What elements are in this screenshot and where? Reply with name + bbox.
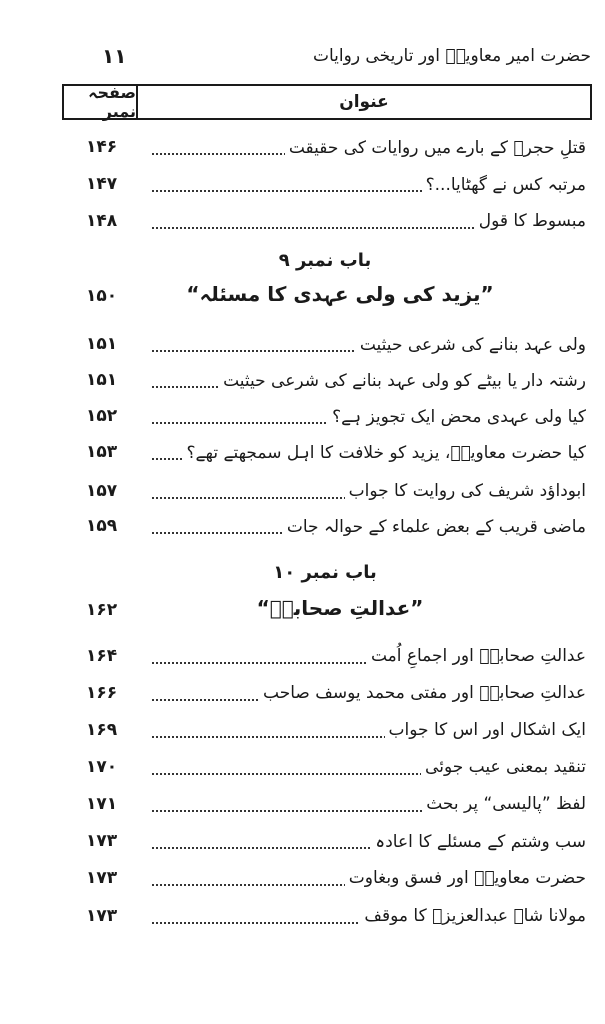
entry-title: مبسوط کا قول [475, 211, 586, 231]
toc-entry [62, 827, 588, 857]
page-column-header: صفحہ نمبر [64, 86, 138, 118]
toc-entry [62, 716, 588, 746]
entry-page: ۱۵۳ [86, 442, 118, 462]
entry-title: عدالتِ صحابہؓ اور اجماعِ اُمت [367, 646, 586, 666]
toc-entry [62, 330, 588, 360]
toc-entry [62, 642, 588, 672]
toc-entry [62, 864, 588, 894]
toc-entry [62, 753, 588, 783]
entry-title: رشتہ دار یا بیٹے کو ولی عہد بنانے کی شرعی حیثیت [219, 370, 586, 391]
entry-page: ۱۵۷ [86, 481, 118, 501]
toc-entry [62, 170, 588, 200]
toc-entry [62, 366, 588, 396]
entry-page: ۱۵۱ [86, 370, 118, 390]
chapter-title: ”یزید کی ولی عہدی کا مسئلہ“ [186, 282, 494, 306]
entry-page: ۱۴۸ [86, 211, 118, 231]
chapter-page: ۱۶۲ [86, 600, 118, 620]
entry-page: ۱۷۳ [86, 831, 118, 851]
toc-entry [62, 438, 588, 468]
toc-entry [62, 790, 588, 820]
entry-page: ۱۷۳ [86, 868, 118, 888]
entry-page: ۱۶۶ [86, 683, 118, 703]
title-column-header: عنوان [339, 92, 389, 112]
entry-page: ۱۶۹ [86, 720, 118, 740]
chapter-title: ”عدالتِ صحابہؓ“ [256, 596, 424, 620]
entry-title: مرتبہ کس نے گھٹایا...؟ [422, 174, 586, 195]
entry-title: ولی عہد بنانے کی شرعی حیثیت [356, 334, 586, 355]
entry-title: کیا حضرت معاویہؓ، یزید کو خلافت کا اہل سمجھتے تھے؟ [183, 442, 586, 463]
entry-title: ابوداؤد شریف کی روایت کا جواب [345, 481, 586, 501]
entry-title: عدالتِ صحابہؓ اور مفتی محمد یوسف صاحب [259, 683, 586, 703]
entry-title: سب وشتم کے مسئلے کا اعادہ [371, 831, 586, 852]
entry-title: حضرت معاویہؓ اور فسق وبغاوت [345, 868, 586, 888]
entry-title: ایک اشکال اور اس کا جواب [385, 720, 586, 740]
toc-entry [62, 133, 588, 163]
entry-title: لفظ ”پالیسی“ پر بحث [422, 794, 586, 814]
chapter-page: ۱۵۰ [86, 286, 118, 306]
entry-title: قتلِ حجرؓ کے بارے میں روایات کی حقیقت [285, 137, 586, 158]
running-title: حضرت امیر معاویہؓ اور تاریخی روایات [312, 46, 591, 66]
toc-entry [62, 402, 588, 432]
entry-title: ماضی قریب کے بعض علماء کے حوالہ جات [283, 516, 586, 537]
toc-entry [62, 679, 588, 709]
entry-page: ۱۴۶ [86, 137, 118, 157]
toc-entry [62, 512, 588, 542]
entry-title: کیا ولی عہدی محض ایک تجویز ہے؟ [328, 406, 586, 427]
entry-page: ۱۵۱ [86, 334, 118, 354]
entry-page: ۱۵۹ [86, 516, 118, 536]
entry-page: ۱۷۳ [86, 906, 118, 926]
entry-page: ۱۵۲ [86, 406, 118, 426]
entry-title: تنقید بمعنی عیب جوئی [421, 757, 586, 777]
toc-header-row [62, 84, 592, 120]
entry-page: ۱۷۰ [86, 757, 118, 777]
entry-page: ۱۶۴ [86, 646, 118, 666]
toc-entry [62, 477, 588, 507]
page-number: ۱۱ [102, 44, 127, 68]
entry-page: ۱۴۷ [86, 174, 118, 194]
entry-page: ۱۷۱ [86, 794, 118, 814]
toc-entry [62, 207, 588, 237]
entry-title: مولانا شاہ عبدالعزیزؒ کا موقف [360, 906, 586, 926]
chapter-label: باب نمبر ۱۰ [273, 562, 377, 583]
toc-entry [62, 902, 588, 932]
chapter-label: باب نمبر ۹ [278, 250, 372, 271]
